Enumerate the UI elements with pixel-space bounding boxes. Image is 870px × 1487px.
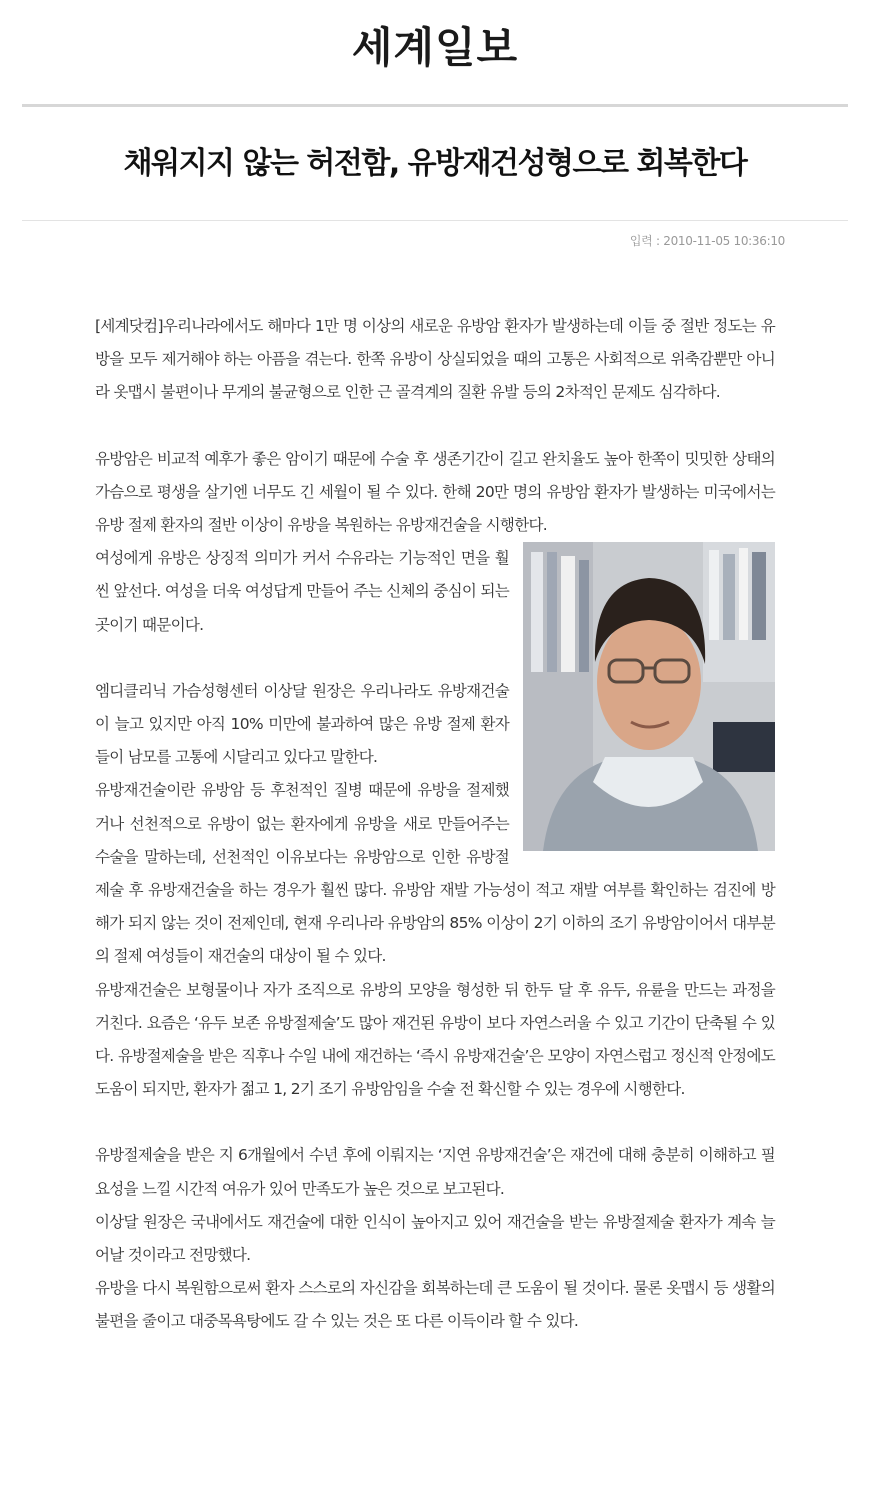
masthead-logo[interactable]: 세계일보: [351, 23, 519, 72]
paragraph: 유방재건술은 보형물이나 자가 조직으로 유방의 모양을 형성한 뒤 한두 달 후 유두, 유륜을 만드는 과정을 거친다. 요즘은 ‘유두 보존 유방절제술’도 많아 재건된 유방이 보다 자연스러울 수 있고 기간이 단축될 수 있다. 유방절제술을 받은 직후나 수일 내에 재건하는 ‘즉시 유방재건술’은 모양이 자연스럽고 정신적 안정에도 도움이 되지만, 환자가 젊고 1, 2기 조기 유방암임을 수술 전 확신할 수 있는 경우에 시행한다.: [95, 980, 775, 1099]
paragraph: 유방암은 비교적 예후가 좋은 암이기 때문에 수술 후 생존기간이 길고 완치율도 높아 한쪽이 밋밋한 상태의 가슴으로 평생을 살기엔 너무도 긴 세월이 될 수 있다. 한해 20만 명의 유방암 환자가 발생하는 미국에서는 유방 절제 환자의 절반 이상이 유방을 복원하는 유방재건술을 시행한다.: [95, 449, 775, 535]
paragraph: 이상달 원장은 국내에서도 재건술에 대한 인식이 높아지고 있어 재건술을 받는 유방절제술 환자가 계속 늘어날 것이라고 전망했다.: [95, 1212, 775, 1265]
paragraph: 엠디클리닉 가슴성형센터 이상달 원장은 우리나라도 유방재건술이 늘고 있지만 아직 10% 미만에 불과하여 많은 유방 절제 환자들이 남모를 고통에 시달리고 있다고 말한다.: [95, 681, 509, 767]
title-divider: [22, 220, 848, 221]
header-divider: [22, 104, 848, 107]
doctor-photo: [523, 542, 775, 851]
paragraph: 유방을 다시 복원함으로써 환자 스스로의 자신감을 회복하는데 큰 도움이 될 것이다. 물론 옷맵시 등 생활의 불편을 줄이고 대중목욕탕에도 갈 수 있는 것은 또 다른 이득이라 할 수 있다.: [95, 1279, 775, 1331]
paragraph: [세계닷컴]우리나라에서도 해마다 1만 명 이상의 새로운 유방암 환자가 발생하는데 이들 중 절반 정도는 유방을 모두 제거해야 하는 아픔을 겪는다. 한쪽 유방이 상실되었을 때의 고통은 사회적으로 위축감뿐만 아니라 옷맵시 불편이나 무게의 불균형으로 인한 근 골격계의 질환 유발 등의 2차적인 문제도 심각하다.: [95, 317, 775, 402]
paragraph: 유방재건술이란 유방암 등 후천적인 질병 때문에 유방을 절제했거나 선천적으로 유방이 없는 환자에게 유방을 새로 만들어주는 수술을 말하는데, 선천적인 이유보다는 유방암으로 인한 유방절제술 후 유방재건술을 하는 경우가 훨씬 많다. 유방암 재발 가능성이 적고 재발 여부를 확인하는 검진에 방해가 되지 않는 것이 전제인데, 현재 우리나라 유방암의 85% 이상이 2기 이하의 조기 유방암이어서 대부분의 절제 여성들이 재건술의 대상이 될 수 있다.: [95, 781, 775, 966]
article-body: [95, 310, 775, 1339]
article-title: 채워지지 않는 허전함, 유방재건성형으로 회복한다: [123, 146, 747, 181]
paragraph: 여성에게 유방은 상징적 의미가 커서 수유라는 기능적인 면을 훨씬 앞선다. 여성을 더욱 여성답게 만들어 주는 신체의 중심이 되는 곳이기 때문이다.: [95, 549, 509, 634]
publish-date: 입력 : 2010-11-05 10:36:10: [629, 234, 785, 248]
paragraph: 유방절제술을 받은 지 6개월에서 수년 후에 이뤄지는 ‘지연 유방재건술’은 재건에 대해 충분히 이해하고 필요성을 느낄 시간적 여유가 있어 만족도가 높은 것으로 보고된다.: [95, 1146, 775, 1198]
paragraph-spacer: [95, 1106, 775, 1139]
paragraph-spacer: [95, 410, 775, 443]
